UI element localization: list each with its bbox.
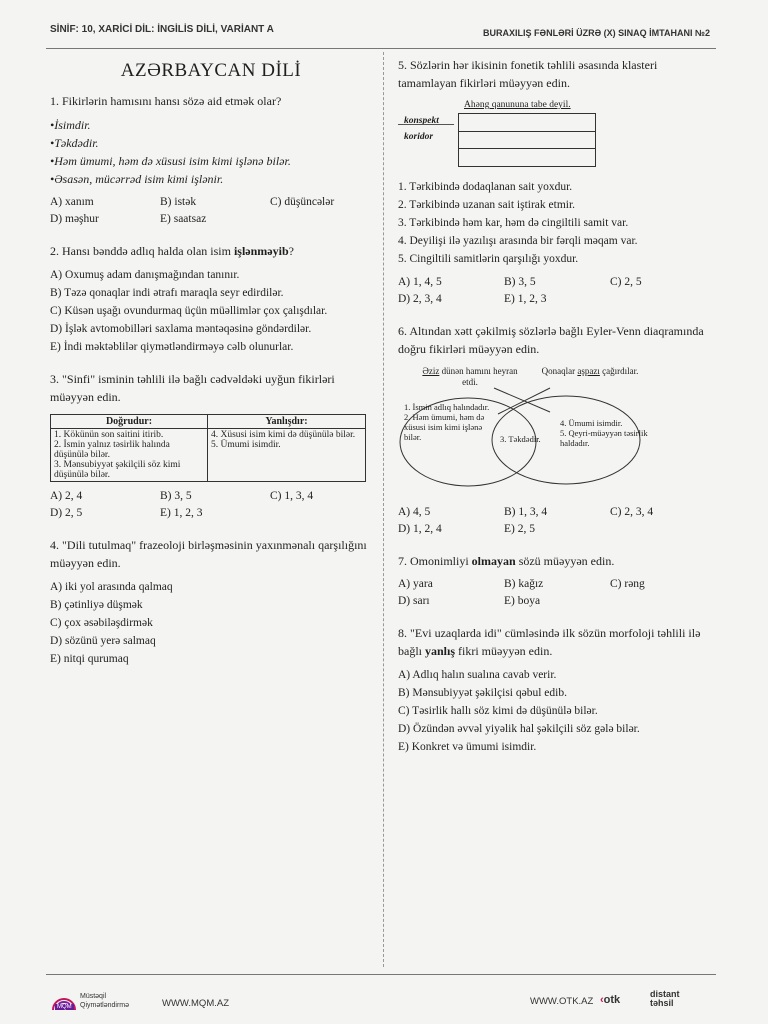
right-column	[398, 56, 716, 756]
q3-options	[50, 488, 372, 522]
q3-option-a[interactable]: A) 2, 4	[50, 490, 83, 502]
q4-option-d[interactable]: D) sözünü yerə salmaq	[50, 635, 156, 647]
q3-col-true: Doğrudur:	[51, 415, 208, 429]
q1-option-b[interactable]: B) istək	[160, 196, 197, 208]
q6-options	[398, 504, 716, 538]
q3-text: 3. "Sinfi" isminin təhlili ilə bağlı cədvəldəki uyğun fikirləri müəyyən edin.	[50, 372, 335, 404]
q4-options	[50, 578, 372, 668]
q3-false-cell	[208, 429, 366, 482]
otk-url-link[interactable]: WWW.OTK.AZ	[530, 996, 594, 1007]
q6-option-e[interactable]: E) 2, 5	[504, 523, 535, 535]
q6-venn-diagram	[398, 364, 716, 498]
q1-text: 1. Fikirlərin hamısını hansı sözə aid etmək olar?	[50, 94, 282, 108]
q5-cluster-box	[458, 113, 596, 167]
q5-cluster-header: Ahəng qanununa tabe deyil.	[464, 100, 571, 110]
q5-option-e[interactable]: E) 1, 2, 3	[504, 293, 547, 305]
q6-center-item: 3. Təkdədir.	[500, 434, 541, 444]
q1-option-d[interactable]: D) məşhur	[50, 213, 99, 225]
q1-bullet: •Təkdədir.	[50, 136, 99, 150]
header-right: BURAXILIŞ FƏNLƏRİ ÜZRƏ (X) SINAQ İMTAHANI №2	[483, 28, 710, 38]
q4-option-b[interactable]: B) çətinliyə düşmək	[50, 599, 143, 611]
q2-option-a[interactable]: A) Oxumuş adam danışmağından tanınır.	[50, 269, 240, 281]
q5-cluster	[398, 100, 716, 170]
q2-option-d[interactable]: D) İşlək avtomobilləri saxlama məntəqəsinə göndərdilər.	[50, 323, 312, 335]
q6-text: 6. Altından xətt çəkilmiş sözlərlə bağlı Eyler-Venn diaqramında doğru fikirləri müəyyən edin.	[398, 324, 704, 356]
q8-text: 8. "Evi uzaqlarda idi" cümləsində ilk sözün morfoloji təhlili ilə bağlı yanlış fikri müəyyən edin.	[398, 626, 701, 658]
q5-statements	[398, 178, 716, 268]
mqm-url-link[interactable]: WWW.MQM.AZ	[162, 998, 230, 1009]
q5-statement: 5. Cingiltili samitlərin qarşılığı yoxdur.	[398, 253, 579, 265]
q3-true-item: 1. Kökünün son saitini itirib.	[54, 430, 164, 440]
q3-true-item: 3. Mənsubiyyət şəkilçili söz kimi düşünülə bilər.	[54, 460, 181, 480]
q5-option-b[interactable]: B) 3, 5	[504, 276, 536, 288]
q5-text: 5. Sözlərin hər ikisinin fonetik təhlili əsasında klasteri tamamlayan fikirləri müəyyən edin.	[398, 58, 658, 90]
q5-option-c[interactable]: C) 2, 5	[610, 276, 642, 288]
q3-option-b[interactable]: B) 3, 5	[160, 490, 192, 502]
q8-option-d[interactable]: D) Özündən əvvəl yiyəlik hal şəkilçili söz gələ bilər.	[398, 723, 640, 735]
q6-option-a[interactable]: A) 4, 5	[398, 506, 431, 518]
column-divider	[383, 52, 384, 967]
q7-option-e[interactable]: E) boya	[504, 595, 541, 607]
q6-left-items: 1. İsmin adlıq halındadır. 2. Həm ümumi, həm də xüsusi isim kimi işlənə bilər.	[404, 402, 490, 442]
q6-arrow-line	[494, 388, 550, 412]
q4-option-c[interactable]: C) çox əsəbiləşdirmək	[50, 617, 153, 629]
q7-options	[398, 576, 716, 610]
page-header	[0, 20, 768, 44]
mqm-logo-icon	[50, 990, 78, 1014]
q1-option-a[interactable]: A) xanım	[50, 196, 94, 208]
q3-table	[50, 414, 366, 482]
q5-option-d[interactable]: D) 2, 3, 4	[398, 293, 442, 305]
footer-rule	[46, 974, 716, 975]
q5-statement: 2. Tərkibində uzanan sait iştirak etmir.	[398, 199, 576, 211]
q6-sentence-right: Qonaqlar aşpazı çağırdılar.	[541, 366, 639, 376]
q3-false-item: 4. Xüsusi isim kimi də düşünülə bilər.	[211, 430, 356, 440]
q2-text: 2. Hansı bənddə adlıq halda olan isim işlənməyib?	[50, 244, 294, 258]
q3-true-item: 2. İsmin yalnız təsirlik halında düşünülə bilər.	[54, 440, 170, 460]
mqm-logo-badge: MQM	[57, 1004, 72, 1010]
q5-statement: 1. Tərkibində dodaqlanan sait yoxdur.	[398, 181, 573, 193]
q5-option-a[interactable]: A) 1, 4, 5	[398, 276, 442, 288]
q3-col-false: Yanlışdır:	[208, 415, 366, 429]
q6-option-d[interactable]: D) 1, 2, 4	[398, 523, 442, 535]
left-column	[50, 56, 372, 668]
page-footer	[0, 990, 768, 1020]
q7-option-c[interactable]: C) rəng	[610, 578, 645, 590]
q2-options	[50, 266, 372, 356]
q2-option-c[interactable]: C) Küsən uşağı ovundurmaq üçün müəllimlər çox çalışdılar.	[50, 305, 328, 317]
q4-option-e[interactable]: E) nitqi qurumaq	[50, 653, 129, 665]
q5-statement: 4. Deyilişi ilə yazılışı arasında bir fərqli məqam var.	[398, 235, 638, 247]
q6-right-items: 4. Ümumi isimdir. 5. Qeyri-müəyyən təsirlik haldadır.	[560, 418, 648, 448]
q5-options	[398, 274, 716, 308]
q1-option-c[interactable]: C) düşüncələr	[270, 196, 335, 208]
distant-logo: distant təhsil	[650, 989, 680, 1008]
q6-option-b[interactable]: B) 1, 3, 4	[504, 506, 548, 518]
q7-option-b[interactable]: B) kağız	[504, 578, 544, 590]
q6-sentence-left: Əziz dünən hamını heyran etdi.	[422, 366, 518, 387]
q2-option-b[interactable]: B) Təzə qonaqlar indi ətrafı maraqla seyr edirdilər.	[50, 287, 284, 299]
q7-option-d[interactable]: D) sarı	[398, 595, 430, 607]
q8-option-e[interactable]: E) Konkret və ümumi isimdir.	[398, 741, 537, 753]
q5-word: konspekt	[404, 116, 439, 126]
q1-option-e[interactable]: E) saatsaz	[160, 213, 207, 225]
q1-bullets	[50, 116, 372, 188]
header-rule	[46, 48, 716, 49]
q3-true-cell	[51, 429, 208, 482]
otk-logo: ‹otk	[600, 994, 621, 1006]
q6-option-c[interactable]: C) 2, 3, 4	[610, 506, 654, 518]
q5-word: koridor	[404, 132, 434, 142]
mqm-logo-text: Müstəqil Qiymətləndirmə	[80, 993, 130, 1009]
q4-option-a[interactable]: A) iki yol arasında qalmaq	[50, 581, 173, 593]
q3-option-d[interactable]: D) 2, 5	[50, 507, 83, 519]
page-title: AZƏRBAYCAN DİLİ	[120, 60, 302, 81]
q8-option-c[interactable]: C) Təsirlik hallı söz kimi də düşünülə bilər.	[398, 705, 598, 717]
q8-options	[398, 666, 716, 756]
q8-option-b[interactable]: B) Mənsubiyyət şəkilçisi qəbul edib.	[398, 687, 567, 699]
q4-text: 4. "Dili tutulmaq" frazeoloji birləşməsinin yaxınmənalı qarşılığını müəyyən edin.	[50, 538, 367, 570]
q1-bullet: •İsimdir.	[50, 118, 91, 132]
q7-option-a[interactable]: A) yara	[398, 578, 433, 590]
q1-options	[50, 194, 372, 228]
q3-option-c[interactable]: C) 1, 3, 4	[270, 490, 314, 502]
q6-arrow-line	[498, 388, 550, 414]
q3-false-item: 5. Ümumi isimdir.	[211, 440, 281, 450]
header-left: SİNİF: 10, XARİCİ DİL: İNGİLİS DİLİ, VARİANT A	[50, 24, 274, 35]
q7-text: 7. Omonimliyi olmayan sözü müəyyən edin.	[398, 554, 615, 568]
q1-bullet: •Həm ümumi, həm də xüsusi isim kimi işlənə bilər.	[50, 154, 291, 168]
q3-option-e[interactable]: E) 1, 2, 3	[160, 507, 203, 519]
q5-statement: 3. Tərkibində həm kar, həm də cingiltili samit var.	[398, 217, 629, 229]
q8-option-a[interactable]: A) Adlıq halın sualına cavab verir.	[398, 669, 557, 681]
q1-bullet: •Əsasən, mücərrəd isim kimi işlənir.	[50, 172, 224, 186]
q2-option-e[interactable]: E) İndi məktəblilər qiymətləndirməyə cəlb olunurlar.	[50, 341, 294, 353]
